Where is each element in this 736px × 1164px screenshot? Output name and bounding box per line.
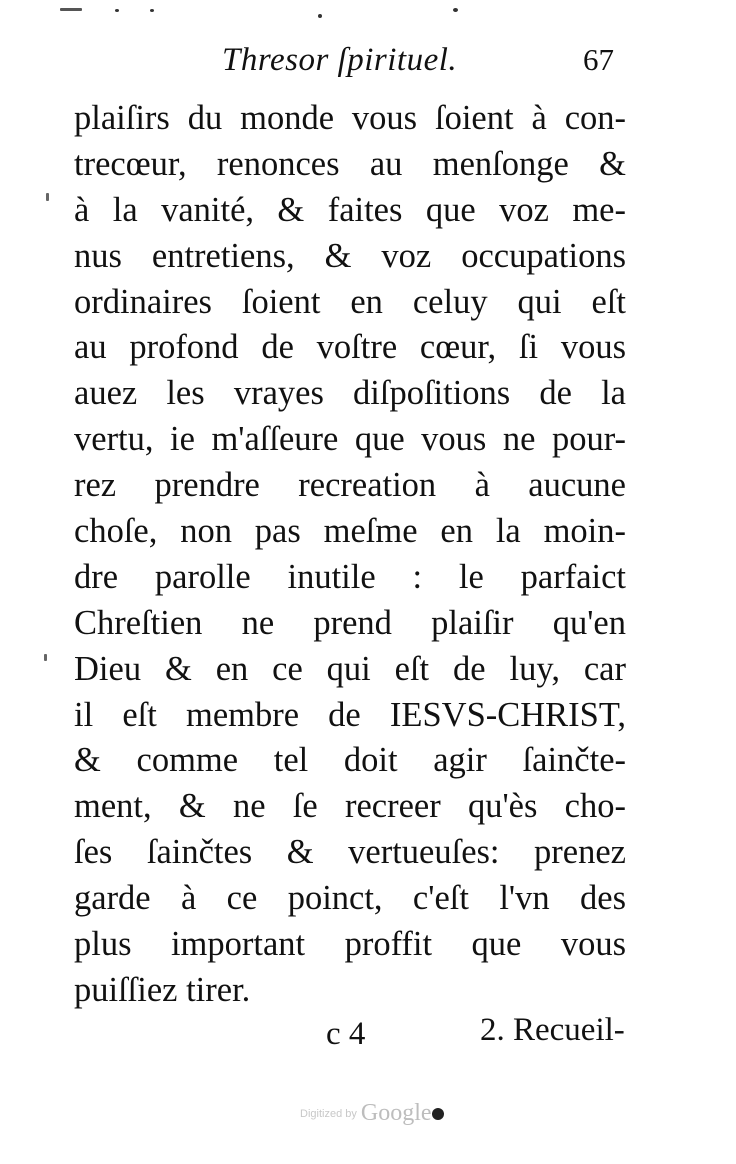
- text-line: choſe, non pas meſme en la moin-: [74, 512, 626, 551]
- text-line: rez prendre recreation à aucune: [74, 466, 626, 505]
- text-line: garde à ce poinct, c'eſt l'vn des: [74, 879, 626, 918]
- catchword: 2. Recueil-: [480, 1012, 625, 1048]
- text-line: ment, & ne ſe recreer qu'ès cho-: [74, 787, 626, 826]
- ink-speck: [115, 9, 119, 12]
- text-line: ſes ſainčtes & vertueuſes: prenez: [74, 833, 626, 872]
- text-line: au profond de voſtre cœur, ſi vous: [74, 328, 626, 367]
- text-line: puiſſiez tirer.: [74, 970, 251, 1009]
- text-line: il eſt membre de IESVS-CHRIST,: [74, 695, 626, 734]
- text-line: vertu, ie m'aſſeure que vous ne pour-: [74, 420, 626, 459]
- ink-speck: [453, 8, 458, 12]
- text-line: Dieu & en ce qui eſt de luy, car: [74, 649, 626, 688]
- text-line: Chreſtien ne prend plaiſir qu'en: [74, 603, 626, 642]
- text-line: plaiſirs du monde vous ſoient à con-: [74, 99, 626, 137]
- ink-speck: [150, 9, 154, 12]
- text-line: ordinaires ſoient en celuy qui eſt: [74, 282, 626, 321]
- text-line: & comme tel doit agir ſainčte-: [74, 741, 626, 780]
- text-line: auez les vrayes diſpoſitions de la: [74, 374, 626, 413]
- ink-speck: [60, 8, 82, 11]
- text-line: trecœur, renonces au menſonge &: [74, 144, 626, 183]
- ink-blot-icon: [432, 1108, 444, 1120]
- ink-speck: [46, 193, 49, 201]
- body-text: [74, 96, 626, 1014]
- watermark-brand: Google: [360, 1100, 432, 1126]
- text-line: à la vanité, & faites que voz me-: [74, 190, 626, 229]
- watermark-caption: Digitized by: [300, 1107, 357, 1120]
- ink-speck: [44, 654, 47, 661]
- text-line: dre parolle inutile : le parfaict: [74, 557, 626, 596]
- text-line: plus important proffit que vous: [74, 925, 626, 964]
- page-number: 67: [583, 42, 614, 77]
- signature-mark: c 4: [326, 1016, 366, 1052]
- running-title: Thresor ſpirituel.: [222, 42, 458, 78]
- ink-speck: [318, 14, 322, 18]
- digitization-watermark: [300, 1100, 444, 1127]
- text-line: nus entretiens, & voz occupations: [74, 236, 626, 275]
